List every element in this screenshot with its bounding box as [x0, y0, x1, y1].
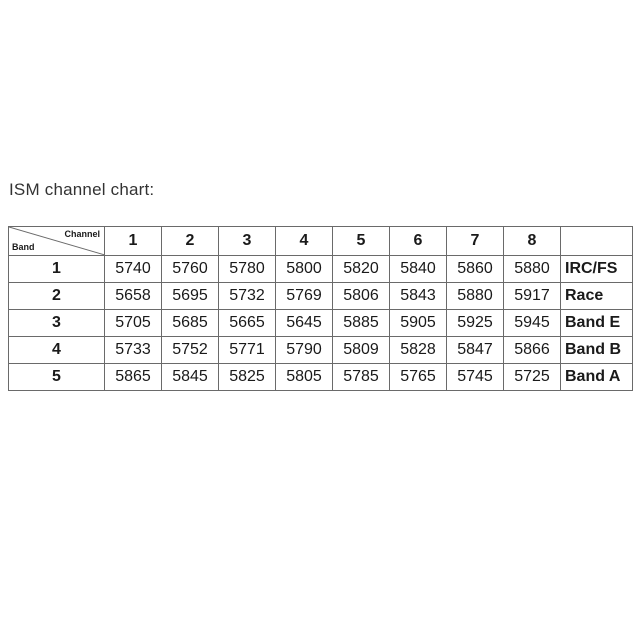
frequency-cell: 5945: [504, 310, 561, 337]
channel-header: 7: [447, 227, 504, 256]
channel-header: 1: [105, 227, 162, 256]
frequency-cell: 5645: [276, 310, 333, 337]
frequency-cell: 5825: [219, 364, 276, 391]
frequency-cell: 5805: [276, 364, 333, 391]
band-number: 2: [9, 283, 105, 310]
frequency-cell: 5771: [219, 337, 276, 364]
frequency-cell: 5809: [333, 337, 390, 364]
frequency-cell: 5760: [162, 256, 219, 283]
table-row: [9, 337, 633, 364]
frequency-cell: 5866: [504, 337, 561, 364]
band-name: Band E: [561, 310, 633, 337]
channel-header: 2: [162, 227, 219, 256]
table-row: [9, 310, 633, 337]
ism-channel-table: [8, 226, 633, 391]
frequency-cell: 5740: [105, 256, 162, 283]
band-name: IRC/FS: [561, 256, 633, 283]
frequency-cell: 5880: [447, 283, 504, 310]
band-number: 4: [9, 337, 105, 364]
table-row: [9, 283, 633, 310]
frequency-cell: 5780: [219, 256, 276, 283]
frequency-cell: 5695: [162, 283, 219, 310]
frequency-cell: 5685: [162, 310, 219, 337]
band-name-header: [561, 227, 633, 256]
channel-header: 8: [504, 227, 561, 256]
frequency-cell: 5745: [447, 364, 504, 391]
frequency-cell: 5806: [333, 283, 390, 310]
frequency-cell: 5790: [276, 337, 333, 364]
frequency-cell: 5769: [276, 283, 333, 310]
frequency-cell: 5732: [219, 283, 276, 310]
frequency-cell: 5925: [447, 310, 504, 337]
frequency-cell: 5828: [390, 337, 447, 364]
frequency-cell: 5860: [447, 256, 504, 283]
band-axis-label: Band: [12, 242, 35, 252]
frequency-cell: 5905: [390, 310, 447, 337]
band-number: 1: [9, 256, 105, 283]
channel-axis-label: Channel: [64, 229, 100, 239]
frequency-cell: 5785: [333, 364, 390, 391]
band-number: 5: [9, 364, 105, 391]
channel-header: 3: [219, 227, 276, 256]
frequency-cell: 5665: [219, 310, 276, 337]
frequency-cell: 5800: [276, 256, 333, 283]
frequency-cell: 5880: [504, 256, 561, 283]
band-number: 3: [9, 310, 105, 337]
frequency-cell: 5845: [162, 364, 219, 391]
channel-header: 6: [390, 227, 447, 256]
channel-header: 5: [333, 227, 390, 256]
chart-caption: ISM channel chart:: [9, 180, 155, 199]
frequency-cell: 5733: [105, 337, 162, 364]
band-name: Race: [561, 283, 633, 310]
frequency-cell: 5917: [504, 283, 561, 310]
table-row: [9, 364, 633, 391]
frequency-cell: 5840: [390, 256, 447, 283]
frequency-cell: 5865: [105, 364, 162, 391]
frequency-cell: 5820: [333, 256, 390, 283]
frequency-cell: 5843: [390, 283, 447, 310]
frequency-cell: 5725: [504, 364, 561, 391]
channel-header-row: [9, 227, 633, 256]
table-row: [9, 256, 633, 283]
band-name: Band B: [561, 337, 633, 364]
corner-cell: [9, 227, 105, 256]
frequency-cell: 5752: [162, 337, 219, 364]
channel-header: 4: [276, 227, 333, 256]
frequency-cell: 5658: [105, 283, 162, 310]
band-name: Band A: [561, 364, 633, 391]
frequency-cell: 5705: [105, 310, 162, 337]
frequency-cell: 5847: [447, 337, 504, 364]
frequency-cell: 5765: [390, 364, 447, 391]
frequency-cell: 5885: [333, 310, 390, 337]
